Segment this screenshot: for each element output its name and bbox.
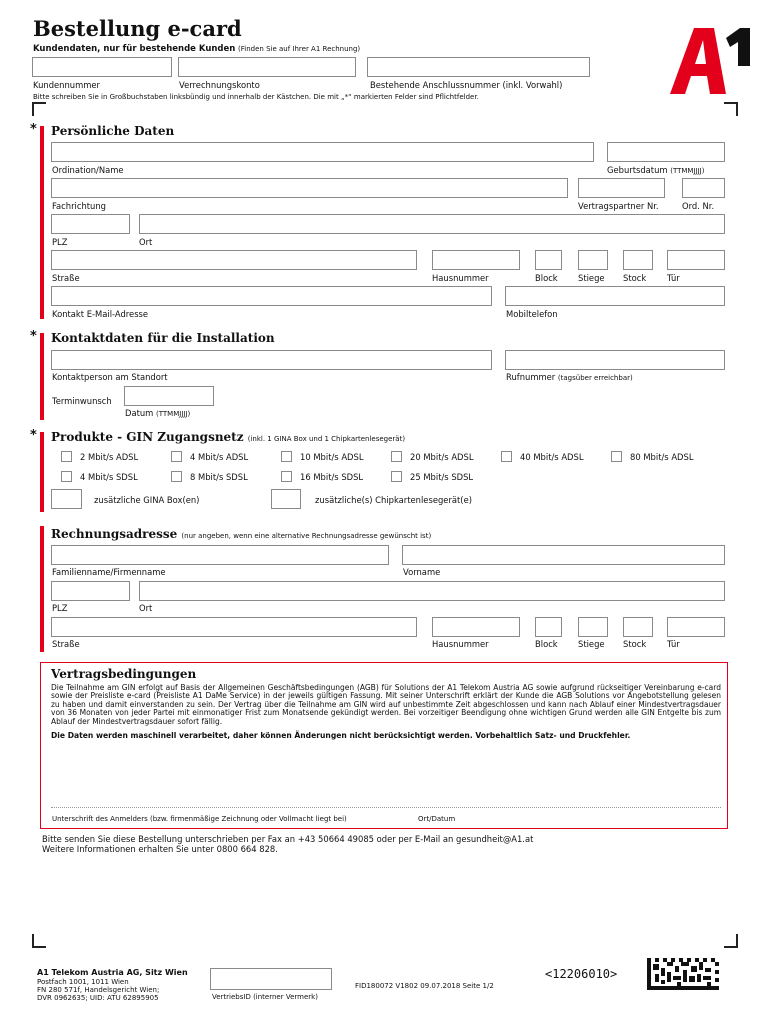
- option-40mbit-adsl: 40 Mbit/s ADSL: [520, 452, 584, 462]
- extra-gina-box-count-field[interactable]: [51, 489, 82, 509]
- data-matrix-code-icon: [647, 958, 719, 990]
- door-label: Tür: [667, 273, 680, 283]
- option-16mbit-sdsl: 16 Mbit/s SDSL: [300, 472, 364, 482]
- billing-house-number-label: Hausnummer: [432, 639, 489, 649]
- products-title-text: Produkte - GIN Zugangsnetz: [51, 430, 244, 444]
- products-section-bar: [40, 432, 44, 512]
- contact-section-bar: [40, 333, 44, 420]
- form-id: FID180072 V1802 09.07.2018 Seite 1/2: [355, 982, 494, 990]
- billing-zip-field[interactable]: [51, 581, 130, 601]
- billing-section-bar: [40, 526, 44, 652]
- contract-partner-label: Vertragspartner Nr.: [578, 201, 659, 211]
- required-marker-products: *: [30, 428, 37, 443]
- option-2mbit-adsl: 2 Mbit/s ADSL: [80, 452, 139, 462]
- checkbox-25mbit-sdsl[interactable]: [391, 471, 402, 482]
- sales-id-label: VertriebsID (interner Vermerk): [212, 993, 318, 1001]
- personal-section-bar: [40, 126, 44, 319]
- billing-family-name-label: Familienname/Firmenname: [52, 567, 166, 577]
- checkbox-2mbit-adsl[interactable]: [61, 451, 72, 462]
- billing-city-field[interactable]: [139, 581, 725, 601]
- corner-mark-bottom-left: [32, 934, 46, 948]
- billing-stair-label: Stiege: [578, 639, 605, 649]
- signature-line: [51, 807, 721, 808]
- existing-line-number-field[interactable]: [367, 57, 590, 77]
- a1-logo-one-shape: [726, 28, 750, 66]
- city-label: Ort: [139, 237, 153, 247]
- page-title: Bestellung e-card: [33, 16, 242, 41]
- contact-person-label: Kontaktperson am Standort: [52, 372, 168, 382]
- billing-block-label: Block: [535, 639, 558, 649]
- billing-door-field[interactable]: [667, 617, 725, 637]
- extra-card-reader-count-field[interactable]: [271, 489, 301, 509]
- option-10mbit-adsl: 10 Mbit/s ADSL: [300, 452, 364, 462]
- billing-family-name-field[interactable]: [51, 545, 389, 565]
- extra-gina-box-label: zusätzliche GINA Box(en): [94, 495, 200, 505]
- house-number-field[interactable]: [432, 250, 520, 270]
- stair-field[interactable]: [578, 250, 608, 270]
- corner-mark-bottom-right: [724, 934, 738, 948]
- company-name: A1 Telekom Austria AG, Sitz Wien: [37, 968, 188, 977]
- a1-logo: [664, 20, 754, 102]
- mobile-field[interactable]: [505, 286, 725, 306]
- birthdate-field[interactable]: [607, 142, 725, 162]
- billing-section-title: [51, 527, 431, 541]
- billing-first-name-field[interactable]: [402, 545, 725, 565]
- terms-notice: Die Daten werden maschinell verarbeitet, daher können Änderungen nicht berücksichtigt werden. Vorbehaltlich Satz- und Druckfehler.: [51, 731, 631, 740]
- option-20mbit-adsl: 20 Mbit/s ADSL: [410, 452, 474, 462]
- option-80mbit-adsl: 80 Mbit/s ADSL: [630, 452, 694, 462]
- billing-hint: (nur angeben, wenn eine alternative Rechnungsadresse gewünscht ist): [181, 532, 432, 540]
- block-label: Block: [535, 273, 558, 283]
- existing-line-number-label: Bestehende Anschlussnummer (inkl. Vorwahl): [370, 80, 563, 90]
- personal-section-title: Persönliche Daten: [51, 124, 175, 138]
- corner-mark-top-left: [32, 102, 46, 116]
- email-field[interactable]: [51, 286, 492, 306]
- customer-number-field[interactable]: [32, 57, 172, 77]
- contact-phone-label-text: Rufnummer: [506, 372, 556, 382]
- zip-label: PLZ: [52, 237, 68, 247]
- products-section-title: [51, 430, 405, 444]
- sales-id-field[interactable]: [210, 968, 332, 990]
- appointment-date-format: (TTMMJJJJ): [156, 410, 191, 418]
- checkbox-4mbit-adsl[interactable]: [171, 451, 182, 462]
- billing-block-field[interactable]: [535, 617, 562, 637]
- contact-phone-field[interactable]: [505, 350, 725, 370]
- billing-account-label: Verrechnungskonto: [179, 80, 260, 90]
- billing-city-label: Ort: [139, 603, 153, 613]
- email-label: Kontakt E-Mail-Adresse: [52, 309, 149, 319]
- billing-account-field[interactable]: [178, 57, 356, 77]
- appointment-date-label: [125, 408, 190, 418]
- ordination-name-field[interactable]: [51, 142, 594, 162]
- contact-section-title: Kontaktdaten für die Installation: [51, 331, 275, 345]
- extra-card-reader-label: zusätzliche(s) Chipkartenlesegerät(e): [315, 495, 472, 505]
- specialty-label: Fachrichtung: [52, 201, 106, 211]
- billing-first-name-label: Vorname: [403, 567, 441, 577]
- company-address: Postfach 1001, 1011 Wien: [37, 978, 129, 986]
- checkbox-8mbit-sdsl[interactable]: [171, 471, 182, 482]
- birthdate-label-text: Geburtsdatum: [607, 165, 668, 175]
- birthdate-label: [607, 165, 704, 175]
- billing-floor-field[interactable]: [623, 617, 653, 637]
- signature-label: Unterschrift des Anmelders (bzw. firmenmäßige Zeichnung oder Vollmacht liegt bei): [52, 815, 347, 823]
- checkbox-40mbit-adsl[interactable]: [501, 451, 512, 462]
- a1-logo-a-shape: [670, 28, 726, 94]
- ord-nr-label: Ord. Nr.: [682, 201, 715, 211]
- ord-nr-field[interactable]: [682, 178, 725, 198]
- barcode-number: <12206010>: [545, 967, 618, 981]
- house-number-label: Hausnummer: [432, 273, 489, 283]
- company-dvr: DVR 0962635; UID: ATU 62895905: [37, 994, 159, 1002]
- billing-street-field[interactable]: [51, 617, 417, 637]
- ordination-name-label: Ordination/Name: [52, 165, 124, 175]
- appointment-date-label-text: Datum: [125, 408, 154, 418]
- corner-mark-top-right: [724, 102, 738, 116]
- checkbox-10mbit-adsl[interactable]: [281, 451, 292, 462]
- place-date-label: Ort/Datum: [418, 815, 456, 823]
- send-instruction-line-1: Bitte senden Sie diese Bestellung unterschrieben per Fax an +43 50664 49085 oder per E-Mail an gesundheit@A1.at: [42, 834, 534, 844]
- checkbox-4mbit-sdsl[interactable]: [61, 471, 72, 482]
- zip-field[interactable]: [51, 214, 130, 234]
- birthdate-format: (TTMMJJJJ): [670, 167, 705, 175]
- appointment-date-field[interactable]: [124, 386, 214, 406]
- checkbox-80mbit-adsl[interactable]: [611, 451, 622, 462]
- stair-label: Stiege: [578, 273, 605, 283]
- block-field[interactable]: [535, 250, 562, 270]
- billing-title-text: Rechnungsadresse: [51, 527, 178, 541]
- option-4mbit-sdsl: 4 Mbit/s SDSL: [80, 472, 138, 482]
- contract-partner-field[interactable]: [578, 178, 665, 198]
- contact-person-field[interactable]: [51, 350, 492, 370]
- contact-phone-hint: (tagsüber erreichbar): [557, 374, 633, 382]
- terms-title: Vertragsbedingungen: [51, 667, 197, 681]
- billing-stair-field[interactable]: [578, 617, 608, 637]
- city-field[interactable]: [139, 214, 725, 234]
- send-instruction-line-2: Weitere Informationen erhalten Sie unter 0800 664 828.: [42, 844, 278, 854]
- billing-house-number-field[interactable]: [432, 617, 520, 637]
- company-register: FN 280 571f, Handelsgericht Wien;: [37, 986, 160, 994]
- street-field[interactable]: [51, 250, 417, 270]
- required-marker-personal: *: [30, 122, 37, 137]
- products-hint: (inkl. 1 GINA Box und 1 Chipkartenlesegerät): [247, 435, 406, 443]
- floor-label: Stock: [623, 273, 647, 283]
- checkbox-20mbit-adsl[interactable]: [391, 451, 402, 462]
- billing-street-label: Straße: [52, 639, 80, 649]
- floor-field[interactable]: [623, 250, 653, 270]
- mobile-label: Mobiltelefon: [506, 309, 558, 319]
- billing-door-label: Tür: [667, 639, 680, 649]
- appointment-label: Terminwunsch: [52, 396, 112, 406]
- option-4mbit-adsl: 4 Mbit/s ADSL: [190, 452, 249, 462]
- billing-floor-label: Stock: [623, 639, 647, 649]
- checkbox-16mbit-sdsl[interactable]: [281, 471, 292, 482]
- contact-phone-label: [506, 372, 633, 382]
- customer-number-label: Kundennummer: [33, 80, 100, 90]
- customer-data-hint: (Finden Sie auf Ihrer A1 Rechnung): [238, 45, 361, 53]
- customer-data-heading: [33, 44, 360, 54]
- door-field[interactable]: [667, 250, 725, 270]
- street-label: Straße: [52, 273, 80, 283]
- required-marker-contact: *: [30, 329, 37, 344]
- specialty-field[interactable]: [51, 178, 568, 198]
- option-8mbit-sdsl: 8 Mbit/s SDSL: [190, 472, 248, 482]
- billing-zip-label: PLZ: [52, 603, 68, 613]
- option-25mbit-sdsl: 25 Mbit/s SDSL: [410, 472, 474, 482]
- customer-data-heading-text: Kundendaten, nur für bestehende Kunden: [33, 44, 236, 54]
- instruction-text: Bitte schreiben Sie in Großbuchstaben linksbündig und innerhalb der Kästchen. Die mit „*“ markierten Felder sind Pflichtfelder.: [33, 93, 479, 101]
- terms-body: Die Teilnahme am GIN erfolgt auf Basis der Allgemeinen Geschäftsbedingungen (AGB) für Solutions der A1 Telekom Austria AG sowie aufgrund rückseitiger Vereinbarung e-card sowie der Preisliste e-card (Preisliste A1 DaMe Service) in der jeweils gültigen Fassung. Mit seiner Unterschrift erklärt der Kunde die AGB Solutions vor Angebotstellung gelesen zu haben und damit einverstanden zu sein. Der Vertrag über die Teilnahme am GIN wird auf unbestimmte Zeit abgeschlossen und kann nach Ablauf einer Mindestvertragsdauer von 36 Monaten von jeder Partei mit einmonatiger Frist zum Monatsende gekündigt werden. Bei vorzeitiger Beendigung ohne wichtigen Grund werden alle GIN Entgelte bis zum Ablauf der Mindestvertragsdauer sofort fällig.: [51, 683, 721, 726]
